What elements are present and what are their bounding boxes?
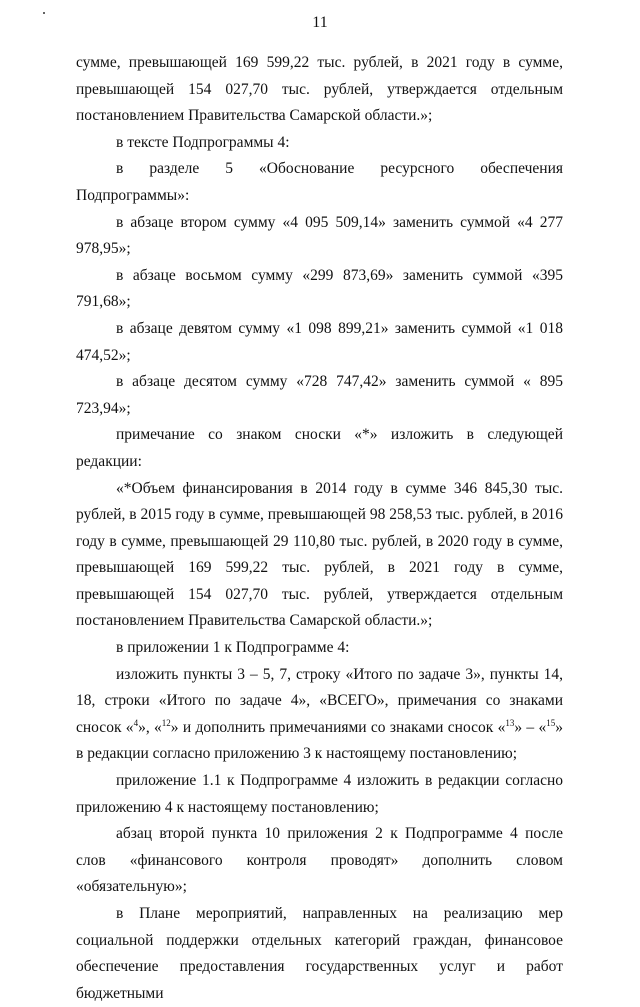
paragraph-13: абзац второй пункта 10 приложения 2 к Подпрограмме 4 после слов «финансового контроля проводят» дополнить словом «обязательную»; bbox=[76, 825, 563, 896]
paragraph-2: в тексте Подпрограммы 4: bbox=[116, 133, 290, 151]
paragraph-3: в разделе 5 «Обоснование ресурсного обеспечения Подпрограммы»: bbox=[76, 160, 563, 204]
paragraph-6: в абзаце девятом сумму «1 098 899,21» заменить суммой «1 018 474,52»; bbox=[76, 319, 563, 364]
paragraph-10: в приложении 1 к Подпрограмме 4: bbox=[116, 639, 350, 657]
paragraph-11 bbox=[76, 662, 563, 768]
paragraph-11-text-1: изложить пункты 3 – 5, 7, строку «Итого по задаче 3», пункты 14, 18, строки «Итого по задаче 4», «ВСЕГО», примечания со знаками сносок « bbox=[76, 665, 563, 736]
footnote-mark-4: 4 bbox=[133, 717, 139, 728]
paragraph-11-text-5: » в редакции согласно приложению 3 к настоящему постановлению; bbox=[76, 718, 564, 763]
paragraph-5: в абзаце восьмом сумму «299 873,69» заменить суммой «395 791,68»; bbox=[76, 266, 563, 311]
footnote-mark-15: 15 bbox=[546, 717, 556, 728]
paragraph-4: в абзаце втором сумму «4 095 509,14» заменить суммой «4 277 978,95»; bbox=[76, 213, 563, 258]
footnote-mark-13: 13 bbox=[505, 717, 515, 728]
paragraph-11-text-2: », « bbox=[138, 718, 162, 736]
paragraph-11-text-4: » – « bbox=[514, 718, 547, 736]
paragraph-1: сумме, превышающей 169 599,22 тыс. рублей, в 2021 году в сумме, превышающей 154 027,70 тыс. рублей, утверждается отдельным постановлением Правительства Самарской области.»; bbox=[76, 54, 563, 125]
page-number: 11 bbox=[312, 14, 328, 31]
paragraph-12: приложение 1.1 к Подпрограмме 4 изложить в редакции согласно приложению 4 к настоящему постановлению; bbox=[76, 772, 563, 816]
document-body bbox=[76, 50, 563, 1007]
paragraph-8: примечание со знаком сноски «*» изложить в следующей редакции: bbox=[76, 426, 563, 470]
paragraph-7: в абзаце десятом сумму «728 747,42» заменить суммой « 895 723,94»; bbox=[76, 373, 563, 417]
footnote-mark-12: 12 bbox=[161, 717, 171, 728]
paragraph-9: «*Объем финансирования в 2014 году в сумме 346 845,30 тыс. рублей, в 2015 году в сумме, превышающей 98 258,53 тыс. рублей, в 2016 году в сумме, превышающей 29 110,80 тыс. рублей, в 2020 году в сумме, превышающей 169 599,22 тыс. рублей, в 2021 году в сумме, превышающей 154 027,70 тыс. рублей, утверждается отдельным постановлением Правительства Самарской области.»; bbox=[76, 479, 563, 630]
paragraph-11-text-3: » и дополнить примечаниями со знаками сносок « bbox=[170, 718, 506, 736]
paragraph-14: в Плане мероприятий, направленных на реализацию мер социальной поддержки отдельных категорий граждан, финансовое обеспечение предоставления государственных услуг и работ бюджетными bbox=[76, 905, 563, 1002]
